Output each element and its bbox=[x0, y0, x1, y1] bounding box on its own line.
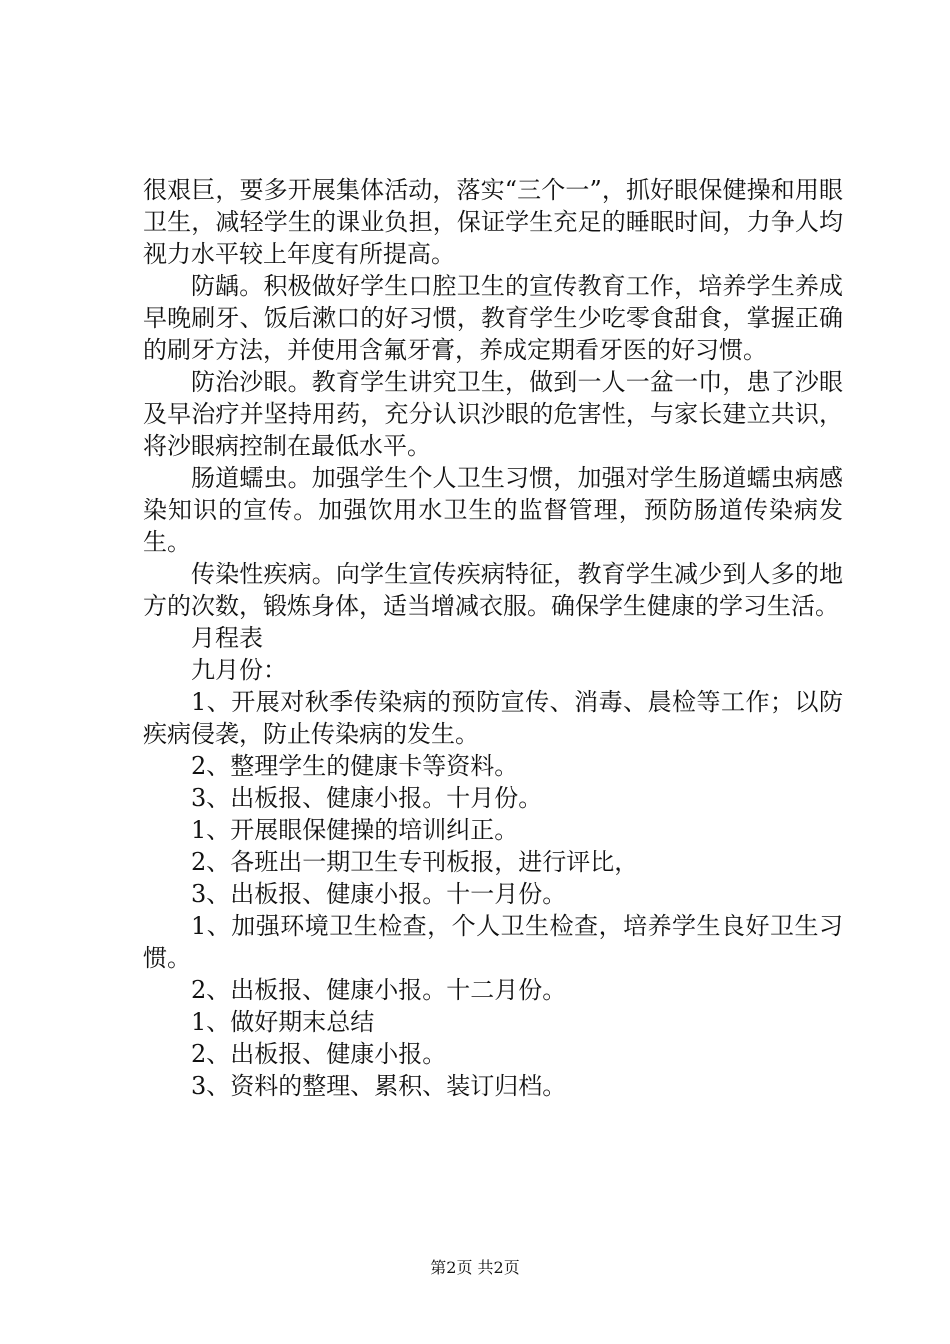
paragraph: 防治沙眼。教育学生讲究卫生，做到一人一盆一巾，患了沙眼及早治疗并坚持用药，充分认识沙眼的危害性，与家长建立共识，将沙眼病控制在最低水平。 bbox=[143, 368, 843, 460]
paragraph: 九月份： bbox=[191, 656, 287, 684]
paragraph: 1、开展对秋季传染病的预防宣传、消毒、晨检等工作；以防疾病侵袭，防止传染病的发生。 bbox=[143, 688, 843, 748]
paragraph: 防龋。积极做好学生口腔卫生的宣传教育工作，培养学生养成早晚刷牙、饭后漱口的好习惯，教育学生少吃零食甜食，掌握正确的刷牙方法，并使用含氟牙膏，养成定期看牙医的好习惯。 bbox=[143, 272, 843, 364]
paragraph: 3、出板报、健康小报。十月份。 bbox=[191, 784, 543, 812]
paragraph: 2、各班出一期卫生专刊板报，进行评比， bbox=[191, 848, 639, 876]
paragraph: 传染性疾病。向学生宣传疾病特征，教育学生减少到人多的地方的次数，锻炼身体，适当增减衣服。确保学生健康的学习生活。 bbox=[143, 560, 843, 620]
paragraph: 肠道蠕虫。加强学生个人卫生习惯，加强对学生肠道蠕虫病感染知识的宣传。加强饮用水卫生的监督管理，预防肠道传染病发生。 bbox=[143, 464, 843, 556]
paragraph: 3、出板报、健康小报。十一月份。 bbox=[191, 880, 567, 908]
page-number-footer: 第2页 共2页 bbox=[430, 1258, 520, 1277]
paragraph: 2、出板报、健康小报。 bbox=[191, 1040, 447, 1068]
document-body bbox=[143, 174, 843, 1102]
paragraph: 1、做好期末总结 bbox=[191, 1008, 375, 1036]
paragraph: 月程表 bbox=[191, 624, 263, 652]
paragraph: 3、资料的整理、累积、装订归档。 bbox=[191, 1072, 567, 1100]
paragraph: 很艰巨，要多开展集体活动，落实“三个一”，抓好眼保健操和用眼卫生，减轻学生的课业负担，保证学生充足的睡眠时间，力争人均视力水平较上年度有所提高。 bbox=[143, 176, 843, 268]
paragraph: 1、开展眼保健操的培训纠正。 bbox=[191, 816, 519, 844]
paragraph: 1、加强环境卫生检查，个人卫生检查，培养学生良好卫生习惯。 bbox=[143, 912, 843, 972]
paragraph: 2、整理学生的健康卡等资料。 bbox=[191, 752, 519, 780]
paragraph: 2、出板报、健康小报。十二月份。 bbox=[191, 976, 567, 1004]
